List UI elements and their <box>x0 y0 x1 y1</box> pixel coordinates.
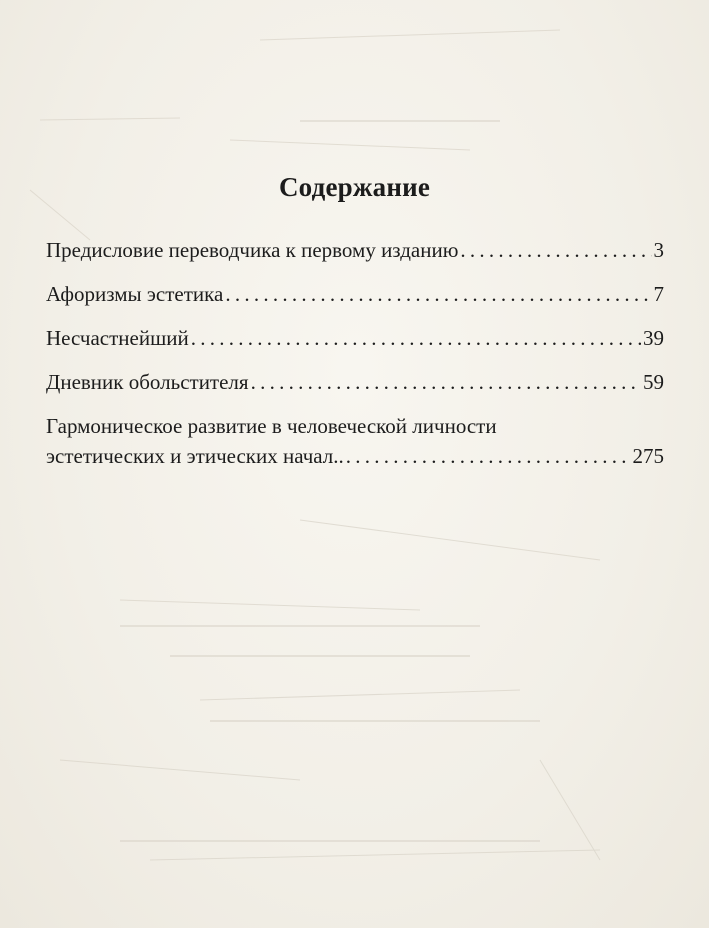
toc-entry-title: Афоризмы эстетика <box>46 282 224 306</box>
toc-entry-unhappiest <box>46 323 664 353</box>
toc-entry-title-line1: Гармоническое развитие в человеческой личности <box>46 414 497 438</box>
dot-leader <box>460 235 651 265</box>
toc-entry-preface <box>46 235 664 265</box>
toc-entry-page: 59 <box>643 370 664 394</box>
toc-entry-aphorisms <box>46 279 664 309</box>
toc-entry-harmonious-development <box>46 411 664 471</box>
toc-entry-title: Дневник обольстителя <box>46 370 249 394</box>
toc-entry-page: 7 <box>653 282 664 306</box>
toc-entry-title: Несчастнейший <box>46 326 189 350</box>
toc-entry-title: эстетических и этических начал.. <box>46 444 344 468</box>
page-title: Содержание <box>278 172 431 202</box>
toc-entry-page: 3 <box>653 238 664 262</box>
toc-entry-page: 275 <box>632 444 664 468</box>
dot-leader <box>191 323 641 353</box>
toc-entry-page: 39 <box>643 326 664 350</box>
dot-leader <box>225 279 651 309</box>
toc-entry-title: Предисловие переводчика к первому изданию <box>46 238 459 262</box>
toc-entry-seducer-diary <box>46 367 664 397</box>
table-of-contents <box>46 235 664 485</box>
dot-leader <box>251 367 641 397</box>
dot-leader <box>346 441 631 471</box>
